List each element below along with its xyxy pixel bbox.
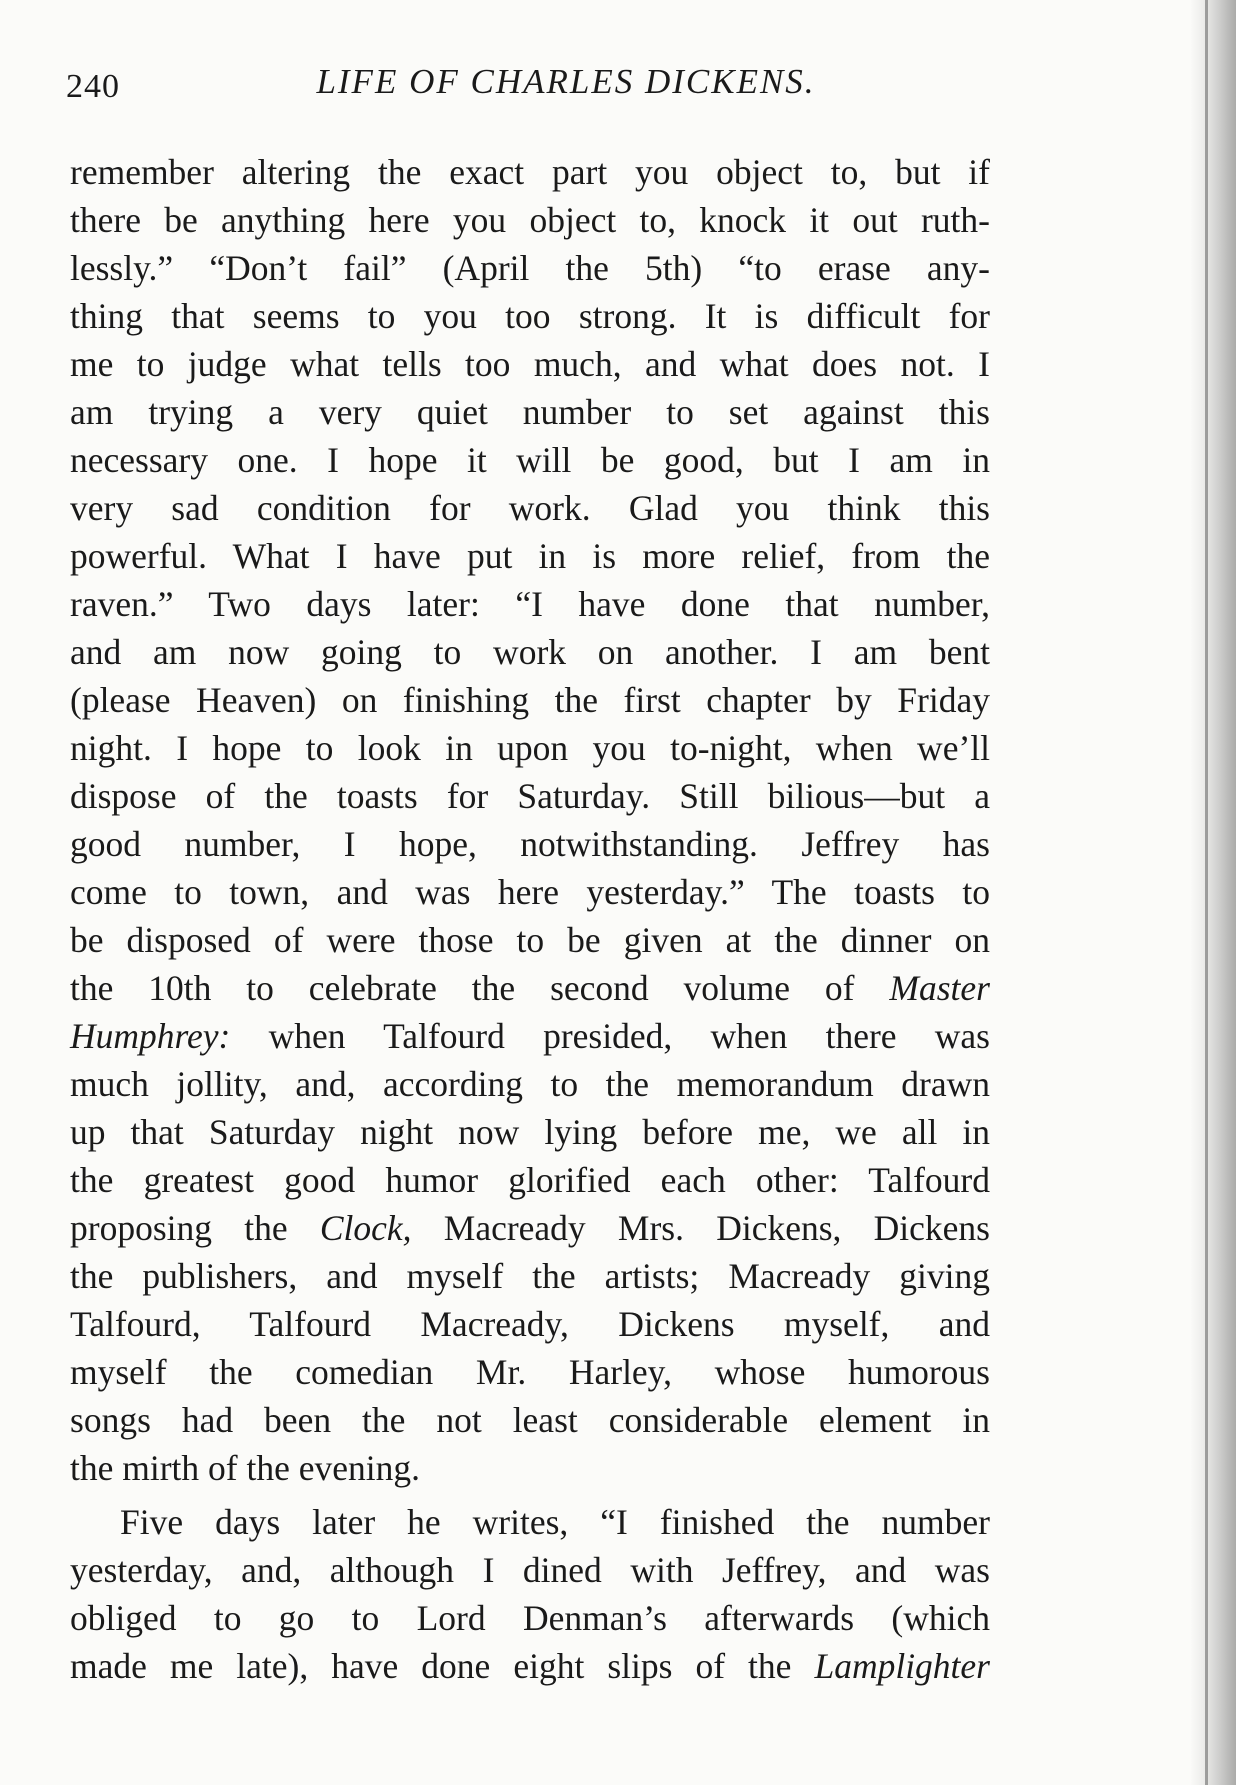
text-line: am trying a very quiet number to set against this [70, 392, 990, 432]
text-line: songs had been the not least considerable element in [70, 1400, 990, 1440]
text-line: come to town, and was here yesterday.” The toasts to [70, 872, 990, 912]
text-line: remember altering the exact part you object to, but if [70, 152, 990, 192]
text-line: and am now going to work on another. I am bent [70, 632, 990, 672]
binding-shadow [1190, 0, 1236, 1785]
text-line-master [70, 964, 990, 1012]
text-line: necessary one. I hope it will be good, but I am in [70, 440, 990, 480]
text-segment: made me late), have done eight slips of the [70, 1646, 815, 1686]
text-line: myself the comedian Mr. Harley, whose humorous [70, 1352, 990, 1392]
text-line-paragraph-start: Five days later he writes, “I finished the number [120, 1502, 990, 1542]
text-segment: proposing the [70, 1208, 320, 1248]
title-master-humphrey-part2: Humphrey: [70, 1016, 231, 1056]
text-line: very sad condition for work. Glad you think this [70, 488, 990, 528]
text-line-clock [70, 1204, 990, 1252]
text-line: much jollity, and, according to the memorandum drawn [70, 1064, 990, 1104]
text-line: there be anything here you object to, knock it out ruth- [70, 200, 990, 240]
page-header [66, 62, 1026, 112]
text-segment: the 10th to celebrate the second volume of [70, 968, 890, 1008]
text-line: yesterday, and, although I dined with Jeffrey, and was [70, 1550, 990, 1590]
text-line: me to judge what tells too much, and what does not. I [70, 344, 990, 384]
text-line: good number, I hope, notwithstanding. Jeffrey has [70, 824, 990, 864]
text-line: raven.” Two days later: “I have done that number, [70, 584, 990, 624]
text-line: the publishers, and myself the artists; Macready giving [70, 1256, 990, 1296]
text-line: dispose of the toasts for Saturday. Still bilious—but a [70, 776, 990, 816]
title-lamplighter: Lamplighter [814, 1646, 990, 1686]
binding-edge [1205, 0, 1208, 1785]
title-master-humphrey-part1: Master [889, 968, 990, 1008]
text-line-lamplighter [70, 1642, 990, 1690]
text-line: thing that seems to you too strong. It is difficult for [70, 296, 990, 336]
text-line: be disposed of were those to be given at the dinner on [70, 920, 990, 960]
body-text [70, 148, 990, 1690]
text-segment: when Talfourd presided, when there was [230, 1016, 990, 1056]
text-line: lessly.” “Don’t fail” (April the 5th) “to erase any- [70, 248, 990, 288]
text-line-paragraph-end: the mirth of the evening. [70, 1448, 420, 1488]
running-head: LIFE OF CHARLES DICKENS. [316, 62, 816, 101]
text-line: Talfourd, Talfourd Macready, Dickens myself, and [70, 1304, 990, 1344]
text-line: up that Saturday night now lying before me, we all in [70, 1112, 990, 1152]
title-clock: Clock, [319, 1208, 412, 1248]
text-line-humphrey [70, 1012, 990, 1060]
page-number: 240 [66, 68, 120, 105]
text-line: the greatest good humor glorified each other: Talfourd [70, 1160, 990, 1200]
text-line: obliged to go to Lord Denman’s afterwards (which [70, 1598, 990, 1638]
text-line: night. I hope to look in upon you to-night, when we’ll [70, 728, 990, 768]
text-line: powerful. What I have put in is more relief, from the [70, 536, 990, 576]
text-line: (please Heaven) on finishing the first chapter by Friday [70, 680, 990, 720]
text-segment: Macready Mrs. Dickens, Dickens [411, 1208, 990, 1248]
